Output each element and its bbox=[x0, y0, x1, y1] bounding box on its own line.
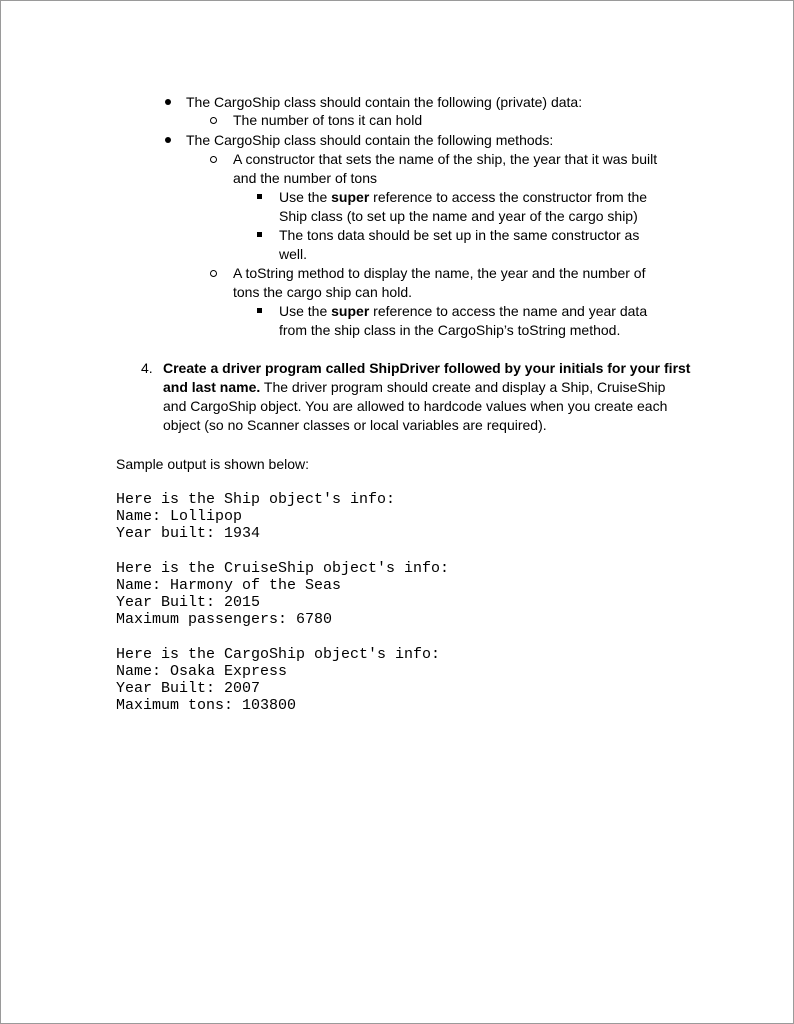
code-line: Here is the CargoShip object's info: bbox=[116, 646, 441, 663]
square-bullet-text: The tons data should be set up in the same constructor as bbox=[279, 227, 640, 243]
numbered-item-text-cont: and CargoShip object. You are allowed to hardcode values when you create each bbox=[163, 398, 668, 414]
bullet-circle bbox=[210, 270, 217, 277]
text-run: Use the bbox=[279, 189, 332, 205]
text-run: reference to access the constructor from the bbox=[369, 189, 648, 205]
code-line: Here is the CruiseShip object's info: bbox=[116, 560, 450, 577]
text-run: reference to access the name and year data bbox=[369, 303, 648, 319]
sample-output-label: Sample output is shown below: bbox=[116, 456, 309, 472]
text-run: The driver program should create and display a Ship, CruiseShip bbox=[260, 379, 666, 395]
bold-text: and last name. bbox=[163, 379, 261, 395]
code-line: Year Built: 2015 bbox=[116, 594, 261, 611]
code-line: Here is the Ship object's info: bbox=[116, 491, 396, 508]
bullet-square bbox=[257, 308, 262, 313]
code-line: Name: Osaka Express bbox=[116, 663, 288, 680]
list-number: 4. bbox=[141, 360, 153, 376]
numbered-item-text-cont: object (so no Scanner classes or local variables are required). bbox=[163, 417, 547, 433]
bullet-text: The CargoShip class should contain the following methods: bbox=[186, 132, 554, 148]
sub-bullet-text-cont: and the number of tons bbox=[233, 170, 377, 186]
square-bullet-text-cont: well. bbox=[279, 246, 308, 262]
text-run: Use the bbox=[279, 303, 332, 319]
sub-bullet-text-cont: tons the cargo ship can hold. bbox=[233, 284, 413, 300]
bold-keyword: super bbox=[331, 189, 370, 205]
square-bullet-text-cont: Ship class (to set up the name and year of the cargo ship) bbox=[279, 208, 638, 224]
bullet-disc bbox=[165, 99, 171, 105]
bold-keyword: super bbox=[331, 303, 370, 319]
bullet-circle bbox=[210, 156, 217, 163]
bullet-square bbox=[257, 232, 262, 237]
bullet-circle bbox=[210, 117, 217, 124]
numbered-item-text: Create a driver program called ShipDriver followed by your initials for your first bbox=[163, 360, 691, 376]
numbered-item-text-cont bbox=[163, 378, 665, 397]
sub-bullet-text: The number of tons it can hold bbox=[233, 112, 423, 128]
square-bullet-text bbox=[279, 302, 647, 321]
code-line: Maximum passengers: 6780 bbox=[116, 611, 333, 628]
bullet-disc bbox=[165, 137, 171, 143]
square-bullet-text-cont: from the ship class in the CargoShip’s toString method. bbox=[279, 322, 621, 338]
code-line: Year Built: 2007 bbox=[116, 680, 261, 697]
bullet-square bbox=[257, 194, 262, 199]
sub-bullet-text: A constructor that sets the name of the ship, the year that it was built bbox=[233, 151, 658, 167]
code-line: Year built: 1934 bbox=[116, 525, 261, 542]
code-line: Maximum tons: 103800 bbox=[116, 697, 297, 714]
square-bullet-text bbox=[279, 188, 647, 207]
code-line: Name: Harmony of the Seas bbox=[116, 577, 342, 594]
bullet-text: The CargoShip class should contain the following (private) data: bbox=[186, 94, 583, 110]
sub-bullet-text: A toString method to display the name, the year and the number of bbox=[233, 265, 646, 281]
code-line: Name: Lollipop bbox=[116, 508, 243, 525]
